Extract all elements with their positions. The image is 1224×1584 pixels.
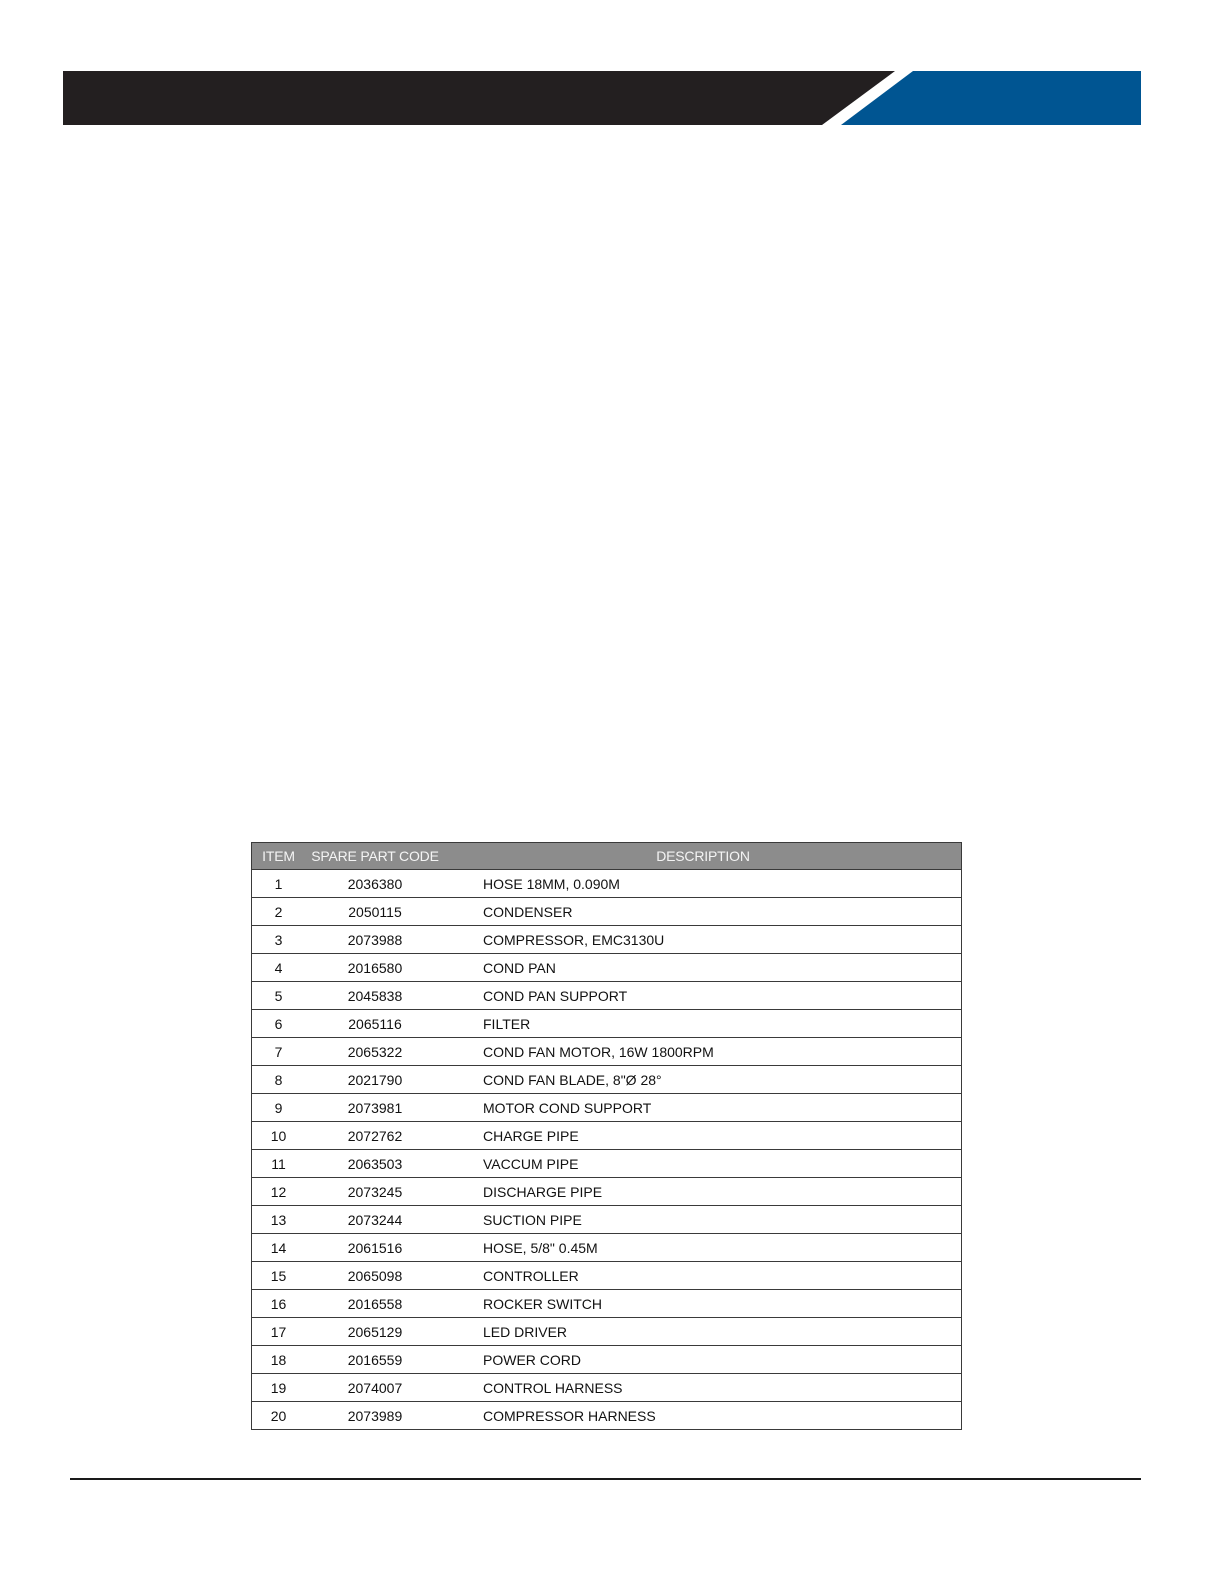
spare-part-code-cell: 2065129 [305,1318,445,1346]
column-header-description: DESCRIPTION [445,843,962,870]
spare-part-code-cell: 2065116 [305,1010,445,1038]
item-number-cell: 8 [252,1066,306,1094]
description-cell: CONTROL HARNESS [445,1374,962,1402]
spare-part-code-cell: 2073988 [305,926,445,954]
item-number-cell: 17 [252,1318,306,1346]
spare-part-code-cell: 2045838 [305,982,445,1010]
spare-part-code-cell: 2073981 [305,1094,445,1122]
description-cell: COND PAN SUPPORT [445,982,962,1010]
description-cell: CHARGE PIPE [445,1122,962,1150]
spare-part-code-cell: 2063503 [305,1150,445,1178]
header-dark-band [63,71,895,125]
spare-part-code-cell: 2016580 [305,954,445,982]
item-number-cell: 11 [252,1150,306,1178]
footer-rule [70,1478,1141,1480]
spare-part-code-cell: 2016559 [305,1346,445,1374]
description-cell: HOSE 18MM, 0.090M [445,870,962,898]
item-number-cell: 7 [252,1038,306,1066]
description-cell: COMPRESSOR HARNESS [445,1402,962,1430]
table-row [252,898,962,926]
header-accent-band [841,71,1141,125]
spare-part-code-cell: 2073989 [305,1402,445,1430]
spare-part-code-cell: 2073245 [305,1178,445,1206]
description-cell: COND FAN MOTOR, 16W 1800RPM [445,1038,962,1066]
spare-part-code-cell: 2073244 [305,1206,445,1234]
table-row [252,1150,962,1178]
description-cell: SUCTION PIPE [445,1206,962,1234]
item-number-cell: 16 [252,1290,306,1318]
table-row [252,1038,962,1066]
description-cell: MOTOR COND SUPPORT [445,1094,962,1122]
table-row [252,1346,962,1374]
table-row [252,1066,962,1094]
table-row [252,1094,962,1122]
item-number-cell: 13 [252,1206,306,1234]
spare-part-code-cell: 2072762 [305,1122,445,1150]
item-number-cell: 3 [252,926,306,954]
item-number-cell: 2 [252,898,306,926]
item-number-cell: 14 [252,1234,306,1262]
description-cell: CONDENSER [445,898,962,926]
description-cell: HOSE, 5/8" 0.45M [445,1234,962,1262]
description-cell: COND PAN [445,954,962,982]
description-cell: CONTROLLER [445,1262,962,1290]
column-header-item: ITEM [252,843,306,870]
table-row [252,1010,962,1038]
spare-part-code-cell: 2016558 [305,1290,445,1318]
item-number-cell: 19 [252,1374,306,1402]
item-number-cell: 4 [252,954,306,982]
table-row [252,1290,962,1318]
item-number-cell: 1 [252,870,306,898]
table-row [252,1262,962,1290]
item-number-cell: 20 [252,1402,306,1430]
item-number-cell: 12 [252,1178,306,1206]
table-row [252,1206,962,1234]
description-cell: LED DRIVER [445,1318,962,1346]
item-number-cell: 9 [252,1094,306,1122]
spare-part-code-cell: 2074007 [305,1374,445,1402]
table-row [252,982,962,1010]
description-cell: POWER CORD [445,1346,962,1374]
column-header-spare-part-code: SPARE PART CODE [305,843,445,870]
item-number-cell: 6 [252,1010,306,1038]
spare-part-code-cell: 2061516 [305,1234,445,1262]
table-body [252,870,962,1430]
description-cell: VACCUM PIPE [445,1150,962,1178]
item-number-cell: 5 [252,982,306,1010]
table-row [252,1402,962,1430]
description-cell: FILTER [445,1010,962,1038]
table-row [252,1178,962,1206]
table-row [252,1318,962,1346]
spare-part-code-cell: 2065098 [305,1262,445,1290]
spare-part-code-cell: 2021790 [305,1066,445,1094]
item-number-cell: 10 [252,1122,306,1150]
item-number-cell: 15 [252,1262,306,1290]
description-cell: COND FAN BLADE, 8"Ø 28° [445,1066,962,1094]
item-number-cell: 18 [252,1346,306,1374]
table-row [252,1234,962,1262]
description-cell: DISCHARGE PIPE [445,1178,962,1206]
table-row [252,926,962,954]
spare-part-code-cell: 2036380 [305,870,445,898]
header-banner [0,0,1224,140]
spare-part-code-cell: 2050115 [305,898,445,926]
spare-part-code-cell: 2065322 [305,1038,445,1066]
spare-parts-table [251,842,962,1430]
description-cell: COMPRESSOR, EMC3130U [445,926,962,954]
table-row [252,870,962,898]
description-cell: ROCKER SWITCH [445,1290,962,1318]
table-row [252,1122,962,1150]
table-row [252,1374,962,1402]
table-row [252,954,962,982]
table-header-row [252,843,962,870]
